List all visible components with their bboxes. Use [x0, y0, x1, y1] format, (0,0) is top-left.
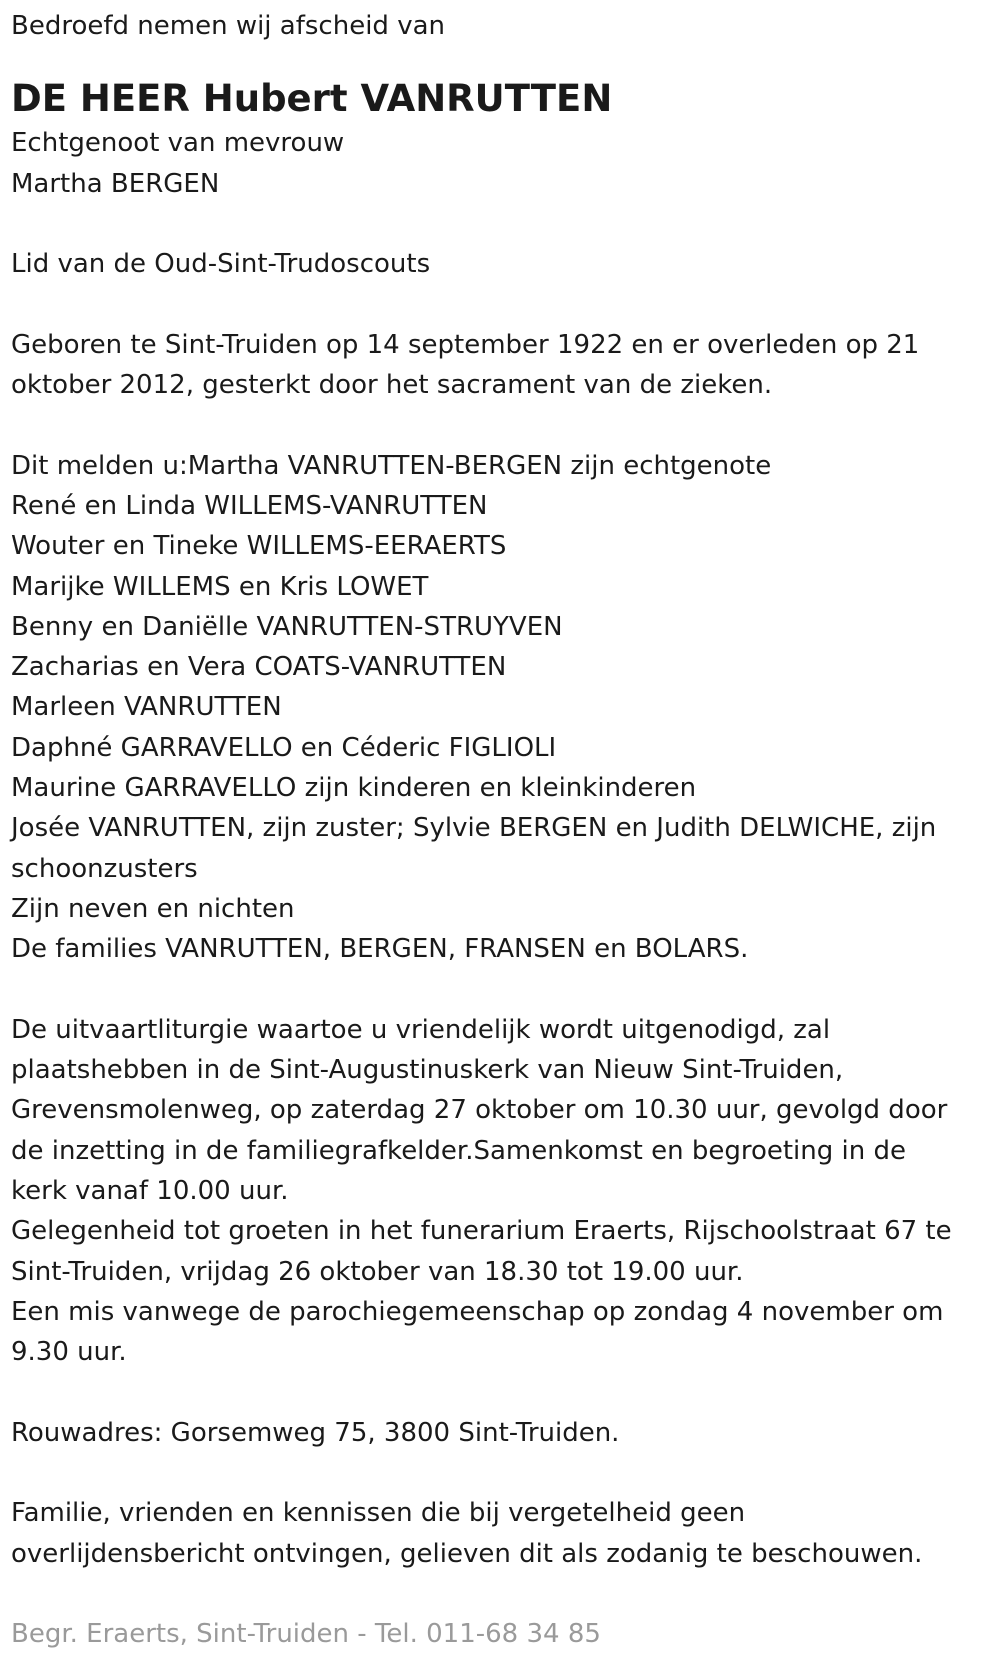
deceased-name: DE HEER Hubert VANRUTTEN: [11, 77, 613, 121]
family-line: Wouter en Tineke WILLEMS-EERAERTS: [11, 531, 507, 562]
notice-line: Familie, vrienden en kennissen die bij vergetelheid geen: [11, 1498, 746, 1529]
membership-text: Lid van de Oud-Sint-Trudoscouts: [11, 249, 431, 280]
family-line: Marijke WILLEMS en Kris LOWET: [11, 571, 429, 602]
notice-section: [11, 1493, 969, 1574]
notice-line: overlijdensbericht ontvingen, gelieven dit als zodanig te beschouwen.: [11, 1538, 923, 1569]
mourning-address: Rouwadres: Gorsemweg 75, 3800 Sint-Truiden.: [11, 1417, 620, 1448]
family-line: schoonzusters: [11, 853, 198, 884]
ceremony-line: Een mis vanwege de parochiegemeenschap op zondag 4 november om: [11, 1296, 944, 1327]
ceremony-line: Grevensmolenweg, op zaterdag 27 oktober om 10.30 uur, gevolgd door: [11, 1095, 948, 1126]
spouse-line: Martha BERGEN: [11, 168, 220, 199]
family-section: [11, 446, 969, 970]
birth-death-line: Geboren te Sint-Truiden op 14 september 1922 en er overleden op 21: [11, 329, 920, 360]
spacer: [11, 1453, 969, 1493]
family-line: Zijn neven en nichten: [11, 893, 295, 924]
birth-death-section: [11, 325, 969, 406]
ceremony-line: 9.30 uur.: [11, 1337, 127, 1368]
intro-text: Bedroefd nemen wij afscheid van: [11, 11, 445, 41]
spacer: [11, 204, 969, 244]
spacer: [11, 1373, 969, 1413]
ceremony-line: kerk vanaf 10.00 uur.: [11, 1176, 289, 1207]
family-line: Zacharias en Vera COATS-VANRUTTEN: [11, 652, 507, 683]
spouse-section: [11, 123, 969, 204]
family-line: Dit melden u:Martha VANRUTTEN-BERGEN zijn echtgenote: [11, 450, 772, 481]
family-line: De families VANRUTTEN, BERGEN, FRANSEN en BOLARS.: [11, 934, 749, 965]
spouse-line: Echtgenoot van mevrouw: [11, 128, 345, 159]
ceremony-line: plaatshebben in de Sint-Augustinuskerk van Nieuw Sint-Truiden,: [11, 1055, 844, 1086]
ceremony-section: [11, 1010, 969, 1373]
birth-death-line: oktober 2012, gesterkt door het sacrament van de zieken.: [11, 370, 773, 401]
spacer: [11, 405, 969, 445]
family-line: Josée VANRUTTEN, zijn zuster; Sylvie BERGEN en Judith DELWICHE, zijn: [11, 813, 937, 844]
ceremony-line: De uitvaartliturgie waartoe u vriendelijk wordt uitgenodigd, zal: [11, 1014, 831, 1045]
funeral-home-footer: Begr. Eraerts, Sint-Truiden - Tel. 011-68 34 85: [11, 1619, 601, 1650]
family-line: René en Linda WILLEMS-VANRUTTEN: [11, 490, 488, 521]
spacer: [11, 1574, 969, 1614]
spacer: [11, 970, 969, 1010]
ceremony-line: Sint-Truiden, vrijdag 26 oktober van 18.30 tot 19.00 uur.: [11, 1256, 744, 1287]
spacer: [11, 46, 969, 76]
spacer: [11, 284, 969, 324]
family-line: Benny en Daniëlle VANRUTTEN-STRUYVEN: [11, 611, 563, 642]
ceremony-line: Gelegenheid tot groeten in het funerarium Eraerts, Rijschoolstraat 67 te: [11, 1216, 952, 1247]
family-line: Marleen VANRUTTEN: [11, 692, 282, 723]
family-line: Daphné GARRAVELLO en Céderic FIGLIOLI: [11, 732, 557, 763]
ceremony-line: de inzetting in de familiegrafkelder.Samenkomst en begroeting in de: [11, 1135, 906, 1166]
family-line: Maurine GARRAVELLO zijn kinderen en kleinkinderen: [11, 773, 697, 804]
